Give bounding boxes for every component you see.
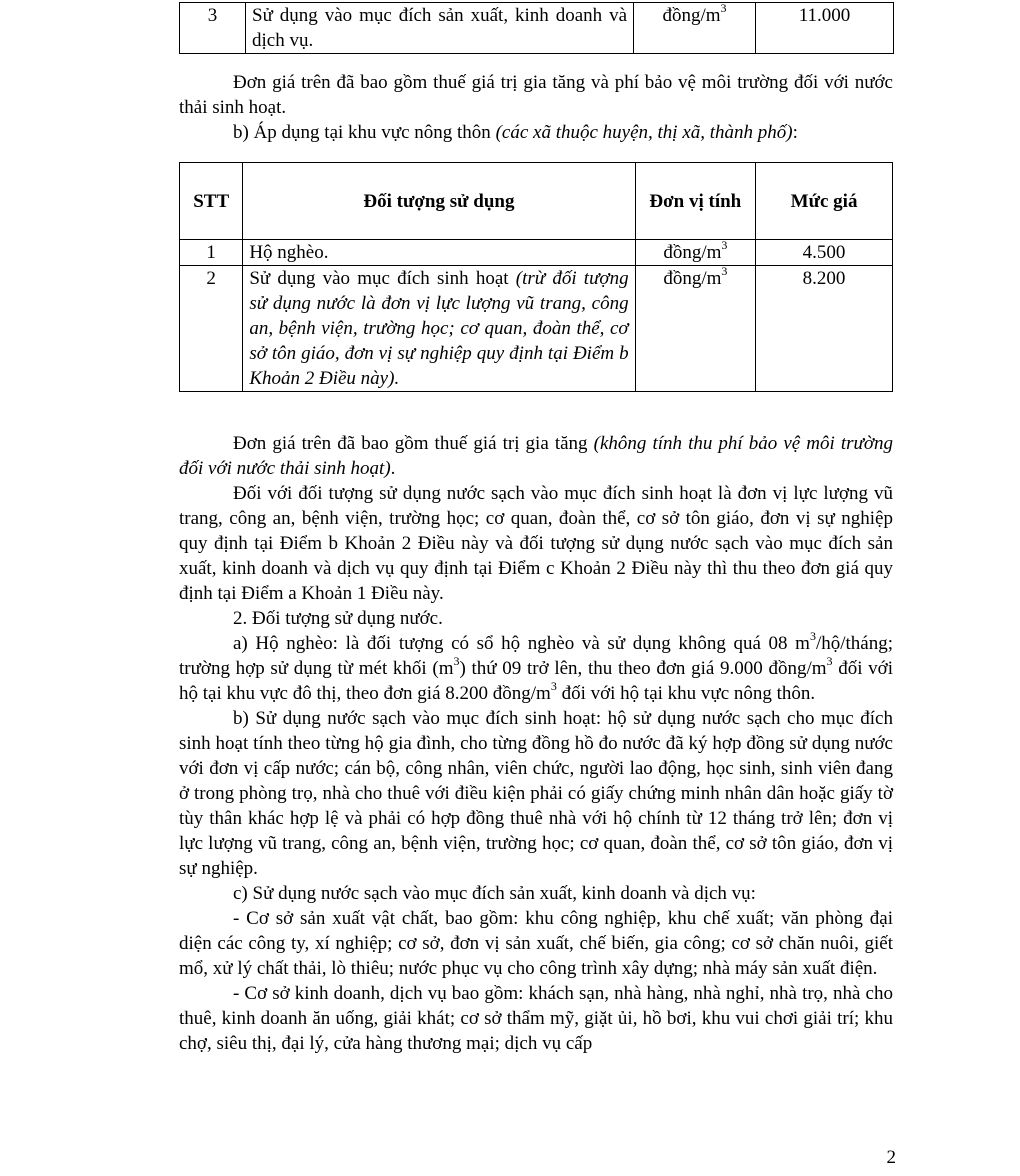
header-price: Mức giá bbox=[756, 163, 893, 240]
cell-object: Sử dụng vào mục đích sản xuất, kinh doanh và dịch vụ. bbox=[246, 3, 634, 54]
section-b-heading: b) Áp dụng tại khu vực nông thôn (các xã thuộc huyện, thị xã, thành phố): bbox=[233, 122, 798, 143]
cell-price: 4.500 bbox=[756, 240, 893, 266]
table-row bbox=[180, 3, 894, 54]
table-header-row bbox=[180, 163, 893, 240]
header-stt: STT bbox=[180, 163, 243, 240]
vat-note-2: Đơn giá trên đã bao gồm thuế giá trị gia tăng (không tính thu phí bảo vệ môi trường đối với nước thải sinh hoạt). bbox=[179, 433, 893, 479]
table-row bbox=[180, 240, 893, 266]
section-2-heading: 2. Đối tượng sử dụng nước. bbox=[233, 608, 443, 629]
notes-block-1 bbox=[179, 70, 893, 145]
production-facilities-paragraph: - Cơ sở sản xuất vật chất, bao gồm: khu công nghiệp, khu chế xuất; văn phòng đại diện các công ty, xí nghiệp; cơ sở, đơn vị sản xuất, chế biến, gia công; cơ sở chăn nuôi, giết mổ, xử lý chất thải, lò thiêu; nước phục vụ cho công trình xây dựng; nhà máy sản xuất điện. bbox=[179, 908, 893, 979]
business-use-heading: c) Sử dụng nước sạch vào mục đích sản xuất, kinh doanh và dịch vụ: bbox=[233, 883, 756, 904]
header-object: Đối tượng sử dụng bbox=[243, 163, 635, 240]
cell-stt: 3 bbox=[180, 3, 246, 54]
page-number: 2 bbox=[886, 1147, 896, 1168]
cell-unit: đồng/$m^3$ bbox=[635, 240, 756, 266]
business-services-paragraph: - Cơ sở kinh doanh, dịch vụ bao gồm: khách sạn, nhà hàng, nhà nghỉ, nhà trọ, nhà cho thuê, kinh doanh ăn uống, giải khát; cơ sở thẩm mỹ, giặt ủi, hồ bơi, khu vui chơi giải trí; khu chợ, siêu thị, đại lý, cửa hàng thương mại; dịch vụ cấp bbox=[179, 983, 893, 1054]
vat-note: Đơn giá trên đã bao gồm thuế giá trị gia tăng và phí bảo vệ môi trường đối với nước thải sinh hoạt. bbox=[179, 72, 893, 118]
cell-object: Hộ nghèo. bbox=[243, 240, 635, 266]
cell-object: Sử dụng vào mục đích sinh hoạt (trừ đối tượng sử dụng nước là đơn vị lực lượng vũ trang, công an, bệnh viện, trường học; cơ quan, đoàn thể, cơ sở tôn giáo, đơn vị sự nghiệp quy định tại Điểm b Khoản 2 Điều này). bbox=[243, 266, 635, 392]
body-text bbox=[179, 431, 893, 1056]
domestic-use-paragraph: b) Sử dụng nước sạch vào mục đích sinh hoạt: hộ sử dụng nước sạch cho mục đích sinh hoạt tính theo từng hộ gia đình, cho từng đồng hồ đo nước đã ký hợp đồng sử dụng nước với đơn vị cấp nước; cán bộ, công nhân, viên chức, người lao động, học sinh, sinh viên đang ở trong phòng trọ, nhà cho thuê với điều kiện phải có giấy chứng minh nhân dân hoặc giấy tờ tùy thân khác hợp lệ và phải có hợp đồng thuê nhà với hộ chính từ 12 tháng trở lên; đơn vị lực lượng vũ trang, công an, bệnh viện, trường học; cơ quan, đoàn thể, cơ sở tôn giáo, đơn vị sự nghiệp. bbox=[179, 708, 893, 879]
cell-unit: đồng/$m^3$ bbox=[634, 3, 756, 54]
special-case-paragraph: Đối với đối tượng sử dụng nước sạch vào mục đích sinh hoạt là đơn vị lực lượng vũ trang, công an, bệnh viện, trường học; cơ quan, đoàn thể, cơ sở tôn giáo, đơn vị sự nghiệp quy định tại Điểm b Khoản 2 Điều này và đối tượng sử dụng nước sạch vào mục đích sản xuất, kinh doanh và dịch vụ quy định tại Điểm c Khoản 2 Điều này thì thu theo đơn giá quy định tại Điểm a Khoản 1 Điều này. bbox=[179, 483, 893, 604]
poor-household-paragraph: a) Hộ nghèo: là đối tượng có sổ hộ nghèo và sử dụng không quá 08 $m^3/hộ$/tháng; trường hợp sử dụng từ mét khối $(m^3)$ thứ 09 trở lên, thu theo đơn giá 9.000 đồng/$m^3$ đối với hộ tại khu vực đô thị, theo đơn giá 8.200 đồng/$m^3$ đối với hộ tại khu vực nông thôn. bbox=[179, 628, 894, 704]
table-row bbox=[180, 266, 893, 392]
cell-stt: 2 bbox=[180, 266, 243, 392]
cell-stt: 1 bbox=[180, 240, 243, 266]
cell-unit: đồng/$m^3$ bbox=[635, 266, 756, 392]
price-table-urban-tail bbox=[179, 2, 894, 54]
header-unit: Đơn vị tính bbox=[635, 163, 756, 240]
cell-price: 11.000 bbox=[756, 3, 894, 54]
price-table-rural bbox=[179, 162, 893, 392]
cell-price: 8.200 bbox=[756, 266, 893, 392]
